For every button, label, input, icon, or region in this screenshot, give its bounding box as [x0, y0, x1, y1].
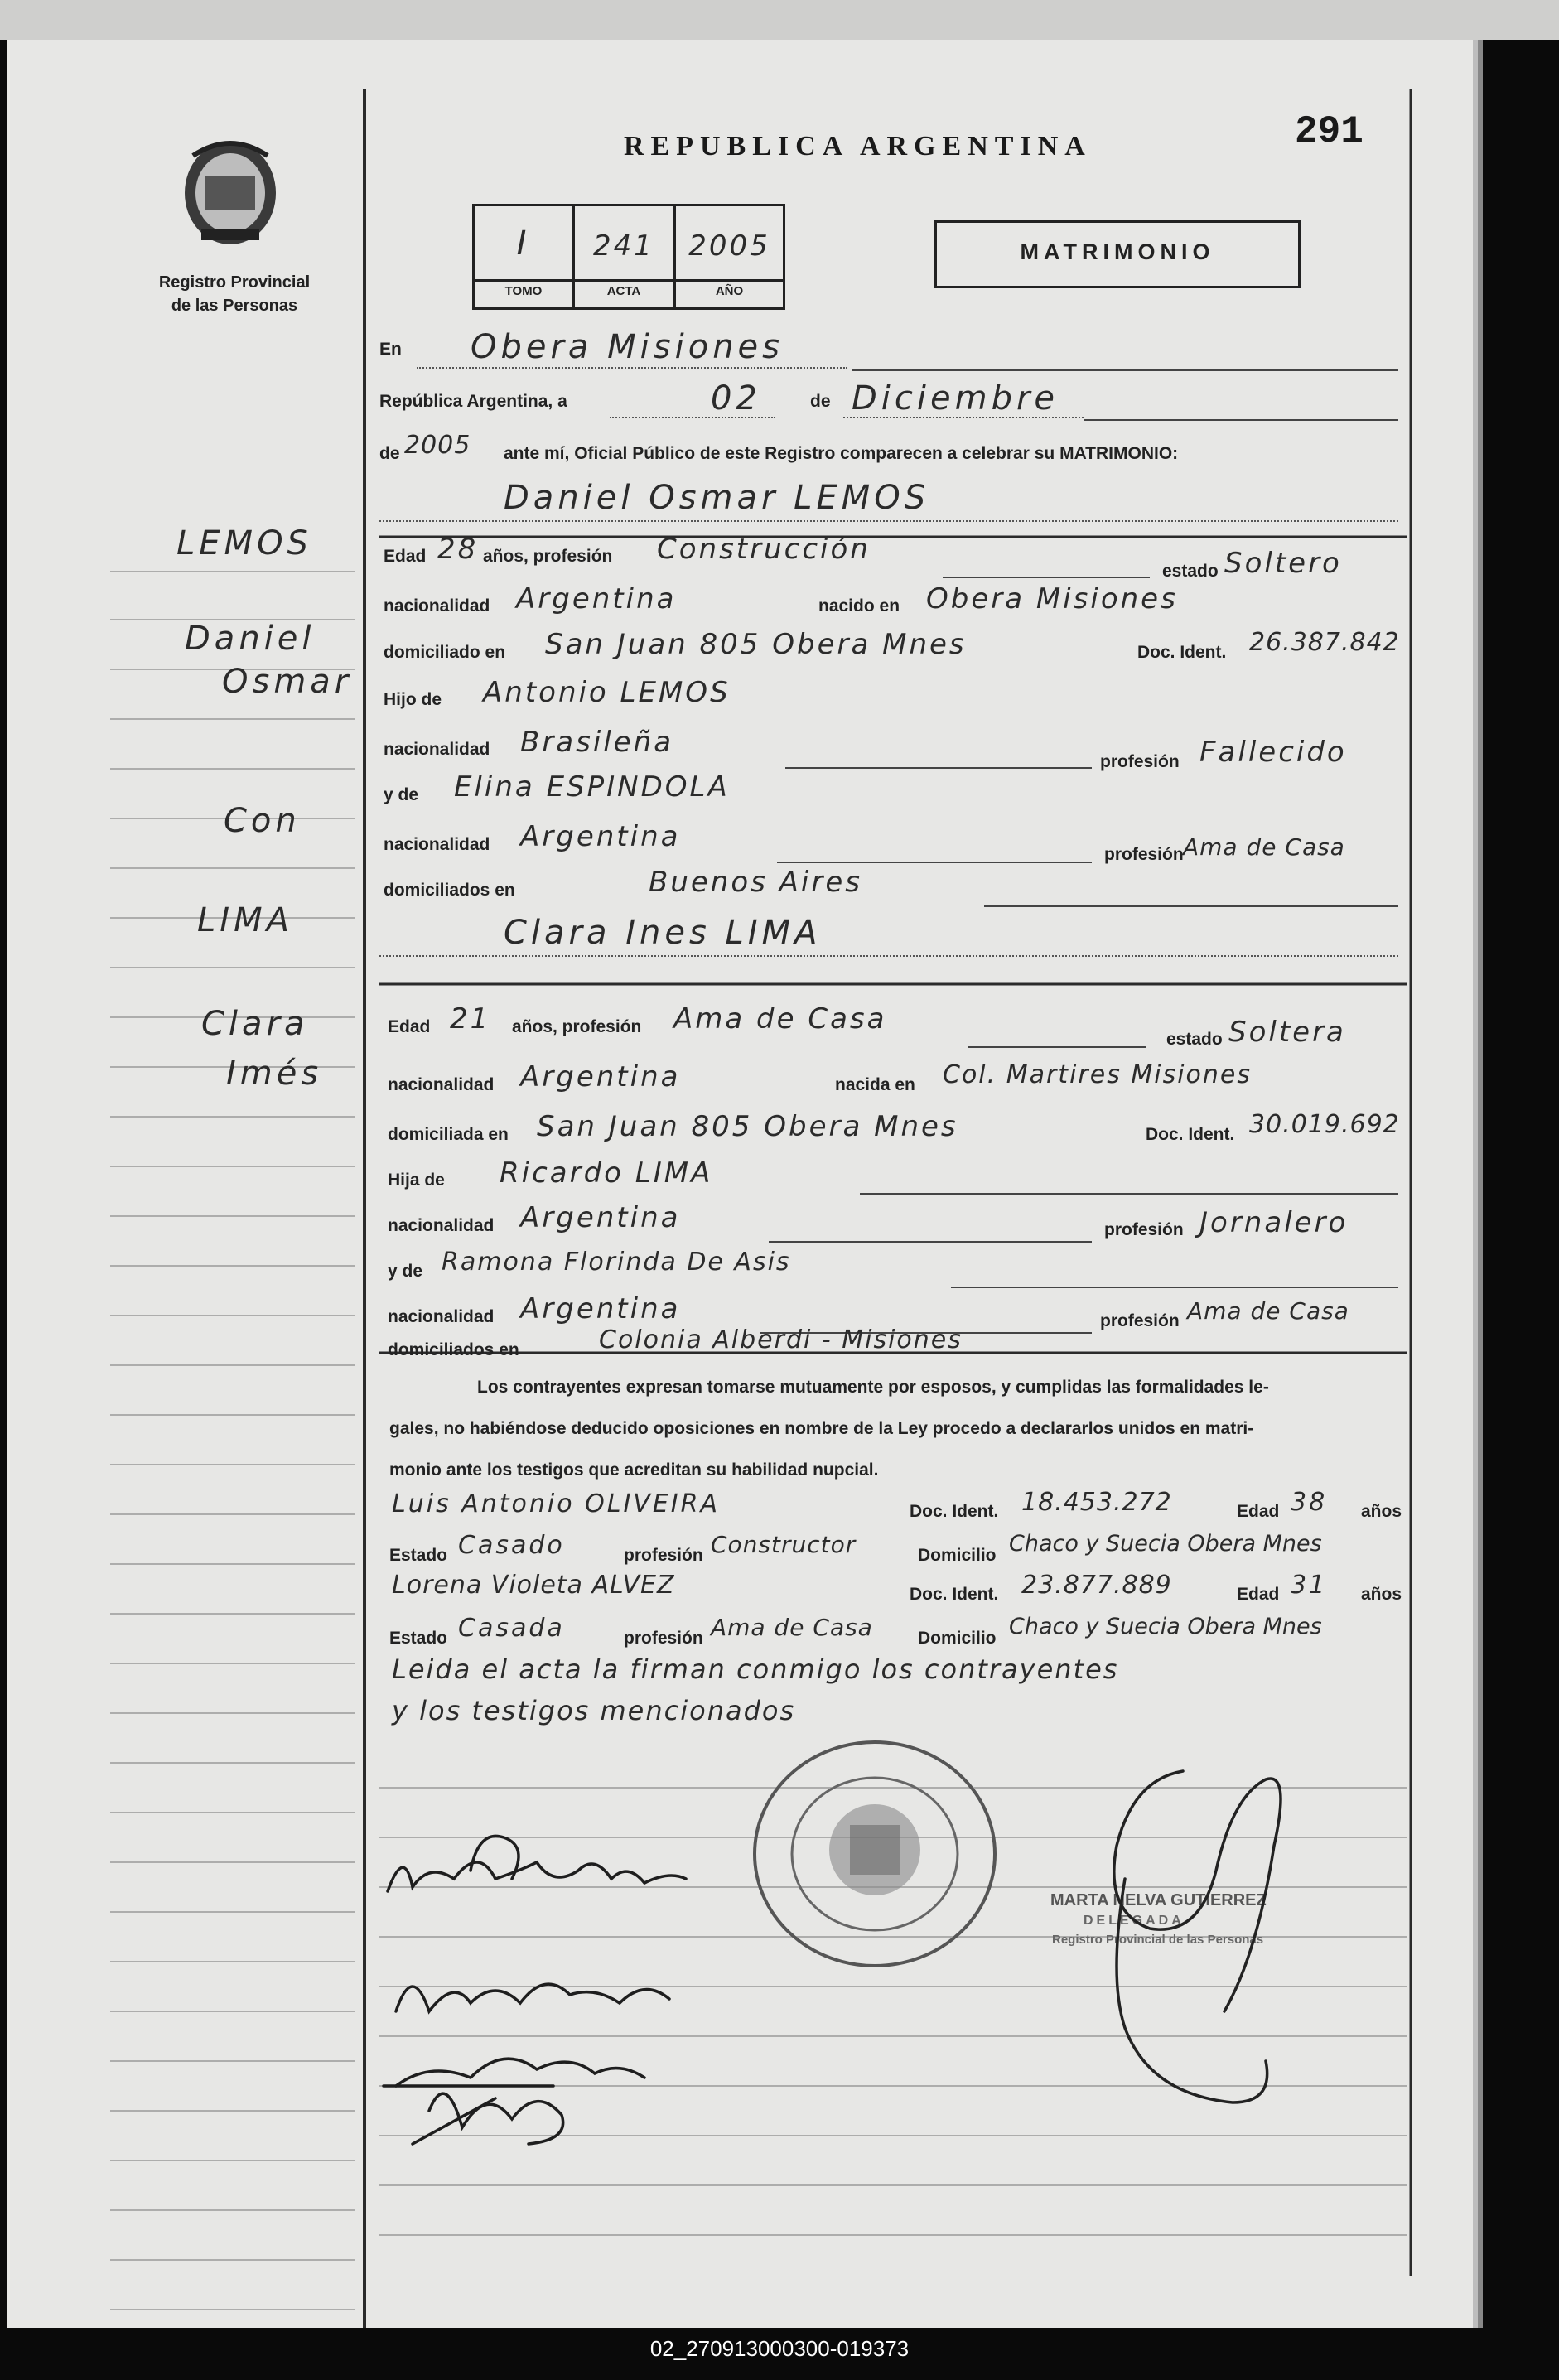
groom-father: Antonio LEMOS	[483, 676, 731, 709]
margin-bride-surname: LIMA	[197, 901, 293, 939]
witness2-profession: Ama de Casa	[711, 1614, 873, 1641]
witness1-name: Luis Antonio OLIVEIRA	[392, 1489, 720, 1518]
witness1-address: Chaco y Suecia Obera Mnes	[1009, 1531, 1322, 1557]
groom-mother-label: y de	[384, 785, 419, 804]
year-prefix: de	[379, 444, 400, 463]
groom-father-prof: Fallecido	[1199, 736, 1347, 769]
declaration-line2: gales, no habiéndose deducido oposiciones en nombre de la Ley procedo a declararlos unidos en matri-	[389, 1419, 1254, 1438]
witness1-anos-label: años	[1361, 1502, 1402, 1521]
margin-bride-name-1: Clara	[201, 1005, 309, 1043]
closing-line1: Leida el acta la firman conmigo los contrayentes	[392, 1653, 1119, 1685]
witness2-domicilio-label: Domicilio	[918, 1629, 997, 1648]
bride-mother-nat-label: nacionalidad	[388, 1307, 495, 1326]
ano-label: AÑO	[715, 284, 744, 298]
tomo-value: I	[516, 224, 531, 263]
groom-doc-label: Doc. Ident.	[1137, 643, 1227, 662]
bride-age: 21	[450, 1002, 491, 1036]
groom-mother-prof: Ama de Casa	[1183, 833, 1345, 861]
country-title: REPUBLICA ARGENTINA	[624, 131, 1092, 162]
bride-doc-label: Doc. Ident.	[1146, 1125, 1235, 1144]
groom-address: San Juan 805 Obera Mnes	[545, 628, 967, 661]
groom-edad-label: Edad	[384, 547, 427, 566]
stamp-line3: Registro Provincial de las Personas	[1052, 1933, 1264, 1947]
document-type: MATRIMONIO	[1020, 239, 1215, 264]
groom-age: 28	[437, 533, 479, 566]
document-page	[7, 40, 1478, 2328]
groom-estado-label: estado	[1162, 562, 1219, 581]
bride-estado: Soltera	[1228, 1016, 1346, 1049]
groom-nationality: Argentina	[516, 582, 677, 616]
de-label: de	[810, 392, 831, 411]
image-caption: 02_270913000300-019373	[649, 2336, 910, 2361]
acta-value: 241	[593, 229, 654, 263]
margin-groom-name-1: Daniel	[185, 620, 316, 658]
bride-edad-label: Edad	[388, 1017, 431, 1036]
month: Diciembre	[852, 379, 1059, 418]
day: 02	[711, 379, 761, 418]
bride-address: San Juan 805 Obera Mnes	[537, 1110, 958, 1143]
witness1-profesion-label: profesión	[624, 1546, 703, 1565]
witness2-estado-label: Estado	[389, 1629, 448, 1648]
bride-father-nat: Argentina	[520, 1201, 681, 1234]
bride-father-nat-label: nacionalidad	[388, 1216, 495, 1235]
tomo-label: TOMO	[504, 284, 543, 298]
official-signature-image	[1100, 1746, 1299, 2111]
groom-nacido-label: nacido en	[818, 596, 900, 616]
bride-profession: Ama de Casa	[673, 1002, 887, 1036]
groom-father-nat: Brasileña	[520, 726, 674, 759]
witness1-edad-label: Edad	[1237, 1502, 1280, 1521]
registry-name-line1: Registro Provincial	[158, 273, 311, 292]
witness2-anos-label: años	[1361, 1585, 1402, 1604]
groom-father-prof-label: profesión	[1100, 752, 1180, 771]
registry-name-line2: de las Personas	[171, 297, 298, 315]
groom-doc: 26.387.842	[1249, 628, 1400, 657]
witness1-profession: Constructor	[711, 1531, 857, 1558]
bride-birthplace: Col. Martires Misiones	[943, 1060, 1253, 1089]
bride-mother: Ramona Florinda De Asis	[442, 1248, 791, 1277]
witness2-address: Chaco y Suecia Obera Mnes	[1009, 1614, 1322, 1639]
groom-parents-dom-label: domiciliados en	[384, 881, 515, 900]
groom-full-name: Daniel Osmar LEMOS	[504, 479, 930, 517]
witness2-estado: Casada	[458, 1614, 565, 1643]
acta-label: ACTA	[606, 284, 641, 298]
document-type-box	[934, 220, 1301, 288]
bride-nacionalidad-label: nacionalidad	[388, 1075, 495, 1094]
bride-father-prof-label: profesión	[1104, 1220, 1184, 1239]
witness2-doc-label: Doc. Ident.	[910, 1585, 999, 1604]
bride-father-label: Hija de	[388, 1171, 445, 1190]
bride-mother-label: y de	[388, 1262, 423, 1281]
en-label: En	[379, 340, 402, 359]
official-seal-icon	[742, 1730, 1007, 1978]
declaration-line1: Los contrayentes expresan tomarse mutuamente por esposos, y cumplidas las formalidades le-	[477, 1378, 1269, 1397]
groom-parents-dom: Buenos Aires	[649, 866, 862, 899]
witness1-domicilio-label: Domicilio	[918, 1546, 997, 1565]
witness1-doc: 18.453.272	[1021, 1488, 1172, 1517]
witness2-doc: 23.877.889	[1021, 1571, 1172, 1600]
witness1-estado-label: Estado	[389, 1546, 448, 1565]
groom-mother-prof-label: profesión	[1104, 845, 1184, 864]
witness1-estado: Casado	[458, 1531, 565, 1560]
groom-nacionalidad-label: nacionalidad	[384, 596, 490, 616]
groom-profesion-label: años, profesión	[483, 547, 613, 566]
groom-mother-nat: Argentina	[520, 820, 681, 853]
bride-nacida-label: nacida en	[835, 1075, 915, 1094]
bride-parents-dom-label: domiciliados en	[388, 1340, 519, 1359]
republica-label: República Argentina, a	[379, 392, 567, 411]
coat-of-arms-icon	[176, 131, 284, 255]
signatures-image	[379, 1813, 760, 2160]
witness1-age: 38	[1291, 1488, 1328, 1517]
ante-text: ante mí, Oficial Público de este Registro comparecen a celebrar su MATRIMONIO:	[504, 444, 1179, 463]
declaration-line3: monio ante los testigos que acreditan su habilidad nupcial.	[389, 1460, 879, 1480]
top-strip	[0, 0, 1559, 40]
groom-birthplace: Obera Misiones	[926, 582, 1178, 616]
witness2-name: Lorena Violeta ALVEZ	[392, 1571, 675, 1600]
margin-bride-name-2: Imés	[226, 1055, 323, 1093]
witness2-profesion-label: profesión	[624, 1629, 703, 1648]
bride-domicilio-label: domiciliada en	[388, 1125, 509, 1144]
registration-box	[472, 204, 785, 310]
right-edge	[1479, 40, 1559, 2328]
bride-full-name: Clara Ines LIMA	[504, 914, 822, 952]
witness2-edad-label: Edad	[1237, 1585, 1280, 1604]
bride-mother-prof: Ama de Casa	[1187, 1297, 1349, 1325]
groom-father-label: Hijo de	[384, 690, 442, 709]
bride-estado-label: estado	[1166, 1030, 1223, 1049]
ano-value: 2005	[688, 229, 770, 263]
bride-mother-nat: Argentina	[520, 1292, 681, 1325]
bride-nationality: Argentina	[520, 1060, 681, 1093]
groom-estado: Soltero	[1224, 547, 1342, 580]
groom-mother-nat-label: nacionalidad	[384, 835, 490, 854]
bride-father-prof: Jornalero	[1199, 1206, 1349, 1239]
bride-parents-dom: Colonia Alberdi - Misiones	[599, 1325, 963, 1354]
witness2-age: 31	[1291, 1571, 1328, 1600]
groom-domicilio-label: domiciliado en	[384, 643, 506, 662]
margin-groom-surname: LEMOS	[176, 524, 312, 562]
margin-connector: Con	[224, 802, 301, 840]
year: 2005	[404, 431, 471, 460]
groom-mother: Elina ESPINDOLA	[454, 770, 730, 804]
closing-line2: y los testigos mencionados	[392, 1695, 796, 1726]
bride-doc: 30.019.692	[1249, 1110, 1400, 1139]
groom-profession: Construcción	[657, 533, 871, 566]
stamp-line1: MARTA NELVA GUTIERREZ	[1050, 1891, 1267, 1909]
margin-groom-name-2: Osmar	[222, 663, 353, 701]
page-number: 291	[1295, 110, 1364, 153]
witness1-doc-label: Doc. Ident.	[910, 1502, 999, 1521]
bride-mother-prof-label: profesión	[1100, 1311, 1180, 1330]
place: Obera Misiones	[471, 328, 784, 366]
bride-father: Ricardo LIMA	[500, 1156, 713, 1190]
groom-father-nat-label: nacionalidad	[384, 740, 490, 759]
stamp-line2: DELEGADA	[1084, 1914, 1185, 1928]
bride-profesion-label: años, profesión	[512, 1017, 642, 1036]
